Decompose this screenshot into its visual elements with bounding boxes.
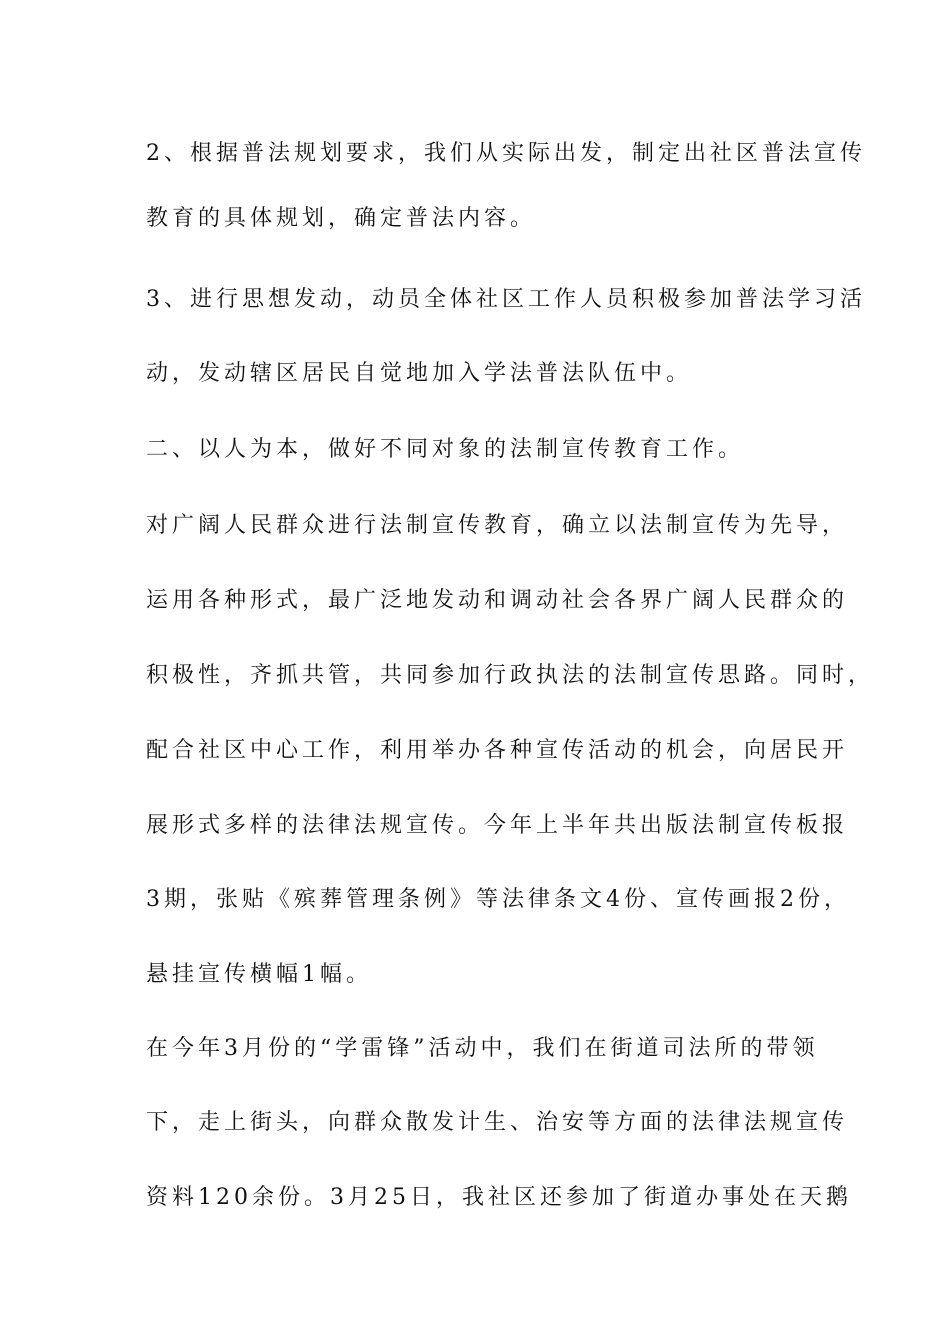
- text-line: 对广阔人民群众进行法制宣传教育，确立以法制宣传为先导，: [146, 513, 849, 538]
- text-line: 运用各种形式，最广泛地发动和调动社会各界广阔人民群众的: [146, 588, 849, 613]
- text-line: 动，发动辖区居民自觉地加入学法普法队伍中。: [146, 361, 693, 386]
- text-line: 悬挂宣传横幅1幅。: [146, 962, 372, 987]
- text-line: 资料120余份。3月25日，我社区还参加了街道办事处在天鹅: [146, 1185, 852, 1210]
- section-heading: 二、以人为本，做好不同对象的法制宣传教育工作。: [146, 437, 745, 462]
- text-line: 展形式多样的法律法规宣传。今年上半年共出版法制宣传板报: [146, 813, 849, 838]
- text-line: 配合社区中心工作，利用举办各种宣传活动的机会，向居民开: [146, 738, 849, 763]
- text-line: 3、进行思想发动，动员全体社区工作人员积极参加普法学习活: [146, 287, 866, 312]
- text-line: 在今年3月份的“学雷锋”活动中，我们在街道司法所的带领: [146, 1036, 819, 1061]
- text-line: 2、根据普法规划要求，我们从实际出发，制定出社区普法宣传: [146, 141, 866, 166]
- text-line: 3期，张贴《殡葬管理条例》等法律条文4份、宣传画报2份，: [146, 887, 850, 912]
- text-line: 积极性，齐抓共管，共同参加行政执法的法制宣传思路。同时，: [146, 663, 875, 688]
- text-line: 下，走上街头，向群众散发计生、治安等方面的法律法规宣传: [146, 1110, 849, 1135]
- text-line: 教育的具体规划，确定普法内容。: [146, 206, 537, 231]
